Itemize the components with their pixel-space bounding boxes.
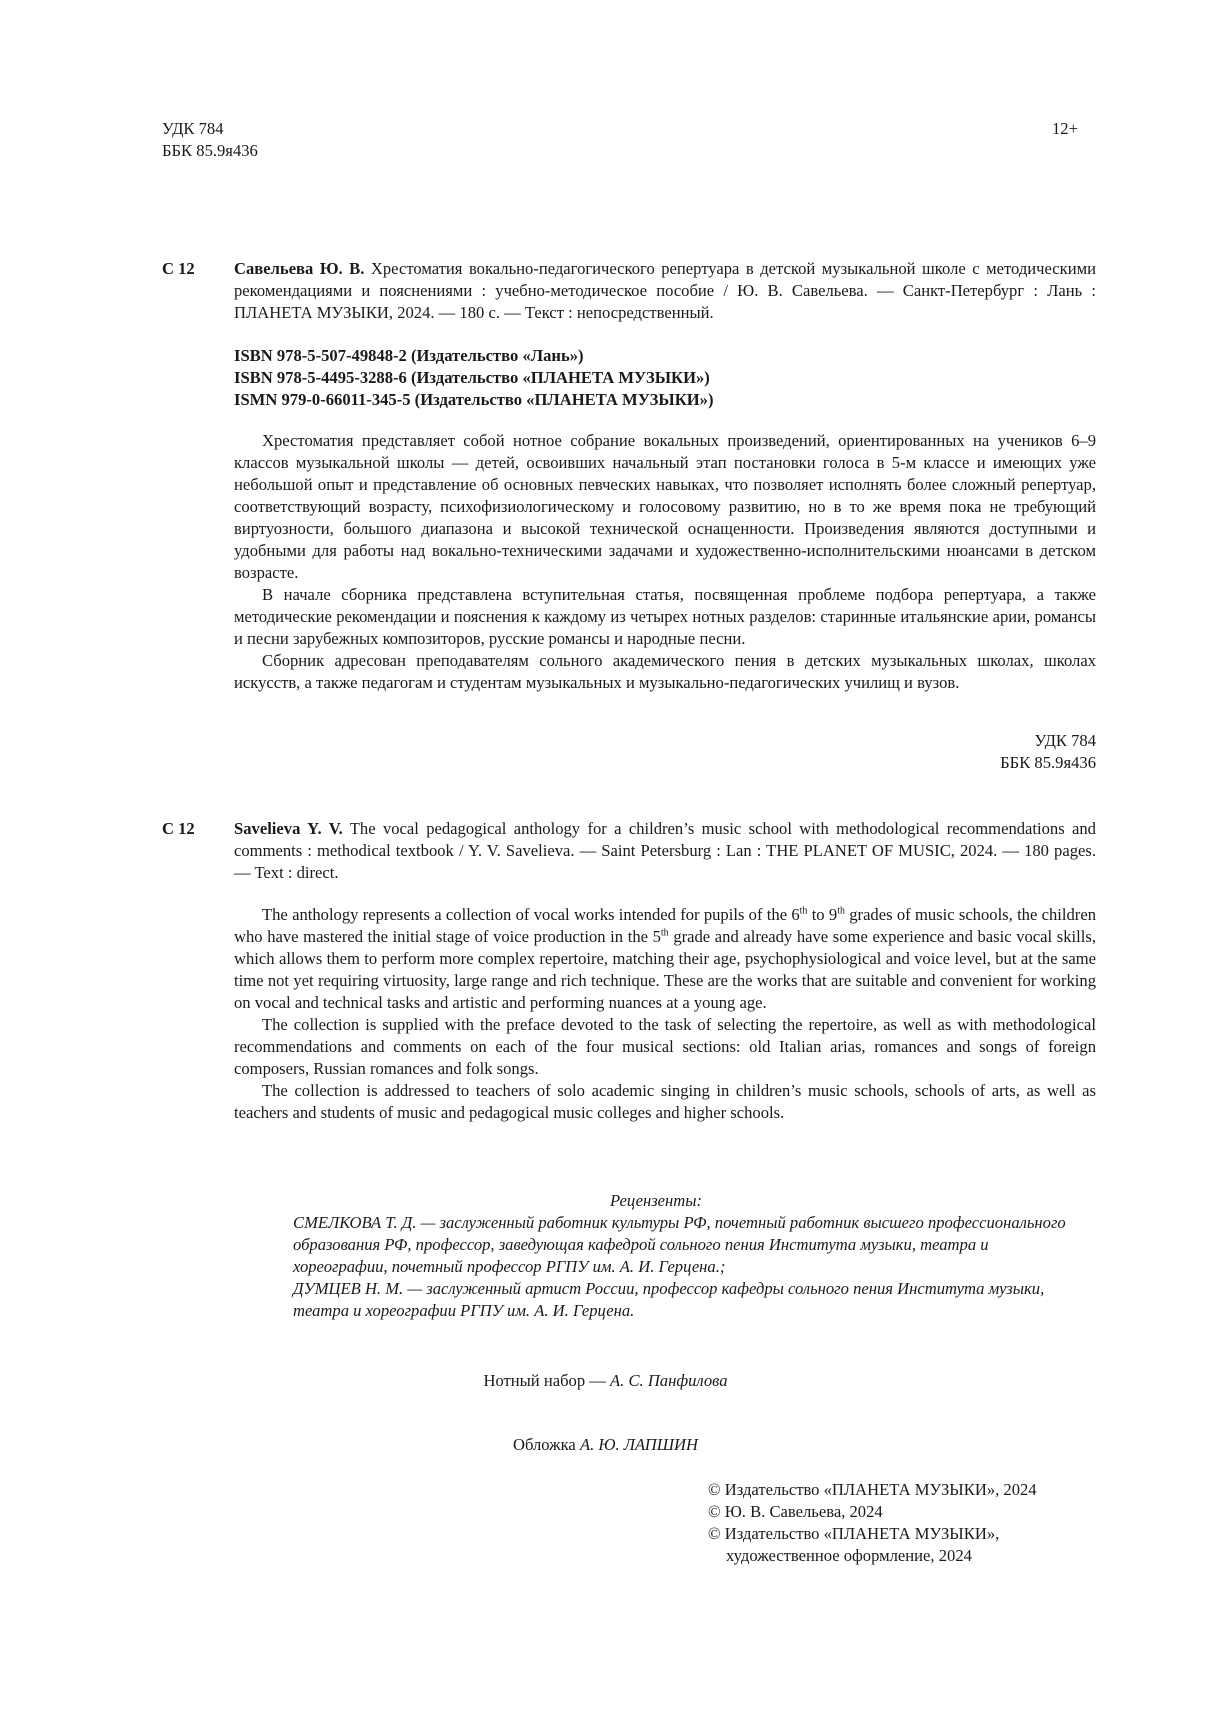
ru-abstract-paragraph: В начале сборника представлена вступительная статья, посвященная проблеме подбора репертуара, а также методические рекомендации и пояснения к каждому из четырех нотных разделов: старинные итальянские арии, романсы и песни зарубежных композиторов, русские романсы и народные песни. bbox=[234, 585, 1096, 648]
copyright-line: © Ю. В. Савельева, 2024 bbox=[708, 1502, 883, 1521]
en-author: Savelieva Y. V. bbox=[234, 819, 343, 838]
reviewers-heading: Рецензенты: bbox=[610, 1191, 703, 1210]
reviewers-list bbox=[293, 1212, 1083, 1322]
reviewer-entry: СМЕЛКОВА Т. Д. — заслуженный работник культуры РФ, почетный работник высшего профессионального образования РФ, профессор, заведующая кафедрой сольного пения Института музыки, театра и хореографии, почетный профессор РГПУ им. А. И. Герцена.; bbox=[293, 1213, 1066, 1276]
ordinal-suffix: th bbox=[660, 927, 669, 939]
copyright-line: © Издательство «ПЛАНЕТА МУЗЫКИ», bbox=[708, 1524, 1000, 1543]
en-abstract-text: grades of music schools, the children who have mastered the initial stage of voice production in the 5 bbox=[234, 905, 1096, 946]
isbn-block bbox=[234, 345, 713, 411]
udk-code-right: УДК 784 bbox=[1034, 731, 1096, 750]
en-abstract bbox=[234, 904, 1096, 1124]
isbn-lan: ISBN 978-5-507-49848-2 (Издательство «Лань») bbox=[234, 346, 584, 365]
age-rating: 12+ bbox=[1052, 119, 1078, 138]
cover-credit bbox=[0, 1434, 1211, 1456]
reviewer-entry: ДУМЦЕВ Н. М. — заслуженный артист России, профессор кафедры сольного пения Института музыки, театра и хореографии РГПУ им. А. И. Герцена. bbox=[293, 1279, 1045, 1320]
en-abstract-text: grade and already have some experience and basic vocal skills, which allows them to perform more complex repertoire, matching their age, psychophysiological and voice level, but at the same time not yet requiring virtuosity, large range and rich technique. These are the works that are suitable and convenient for working on vocal and technical tasks and artistic and performing nuances at a young age. bbox=[234, 927, 1096, 1012]
en-abstract-paragraph: The collection is supplied with the preface devoted to the task of selecting the repertoire, as well as with methodological recommendations and comments on each of the four musical sections: old Italian arias, romances and songs of foreign composers, Russian romances and folk songs. bbox=[234, 1015, 1096, 1078]
udk-code: УДК 784 bbox=[162, 119, 224, 138]
ordinal-suffix: th bbox=[837, 905, 845, 917]
bbk-code-right: ББК 85.9я436 bbox=[1000, 753, 1096, 772]
credit-label: Нотный набор — bbox=[483, 1371, 611, 1390]
ru-description: Хрестоматия вокально-педагогического репертуара в детской музыкальной школе с методическими рекомендациями и пояснениями : учебно-методическое пособие / Ю. В. Савельева. — Санкт-Петербург : Лань : ПЛАНЕТА МУЗЫКИ, 2024. — 180 с. — Текст : непосредственный. bbox=[234, 259, 1096, 322]
bbk-code: ББК 85.9я436 bbox=[162, 141, 258, 160]
copyright-block bbox=[708, 1479, 1037, 1567]
en-description: The vocal pedagogical anthology for a children’s music school with methodological recommendations and comments : methodical textbook / Y. V. Savelieva. — Saint Petersburg : Lan : THE PLANET OF MUSIC, 2024. — 180 pages. — Text : direct. bbox=[234, 819, 1096, 882]
en-bibliographic-record bbox=[234, 818, 1096, 884]
ru-bibliographic-record bbox=[234, 258, 1096, 324]
header-classification bbox=[162, 118, 258, 162]
credit-label: Обложка bbox=[512, 1435, 580, 1454]
music-typesetting-credit bbox=[0, 1370, 1211, 1392]
copyright-line: художественное оформление, 2024 bbox=[726, 1546, 972, 1565]
ru-classification-right bbox=[800, 730, 1096, 774]
en-abstract-paragraph bbox=[234, 904, 1096, 1014]
credit-name: А. Ю. ЛАПШИН bbox=[579, 1435, 699, 1454]
ru-abstract bbox=[234, 430, 1096, 694]
credit-name: А. С. Панфилова bbox=[610, 1371, 728, 1390]
en-entry-code: С 12 bbox=[162, 819, 195, 838]
ru-author: Савельева Ю. В. bbox=[234, 259, 365, 278]
en-abstract-text: to 9 bbox=[807, 905, 838, 924]
copyright-line: © Издательство «ПЛАНЕТА МУЗЫКИ», 2024 bbox=[708, 1480, 1037, 1499]
ru-abstract-paragraph: Хрестоматия представляет собой нотное собрание вокальных произведений, ориентированных на учеников 6–9 классов музыкальной школы — детей, освоивших начальный этап постановки голоса в 5-м классе и имеющих уже небольшой опыт и представление об основных певческих навыках, что позволяет исполнять более сложный репертуар, соответствующий возрасту, психофизиологическому и голосовому развитию, но в то же время пока не требующий виртуозности, большого диапазона и высокой технической оснащенности. Произведения являются доступными и удобными для работы над вокально-техническими задачами и художественно-исполнительскими нюансами в детском возрасте. bbox=[234, 431, 1096, 582]
isbn-planeta: ISBN 978-5-4495-3288-6 (Издательство «ПЛАНЕТА МУЗЫКИ») bbox=[234, 368, 710, 387]
ru-abstract-paragraph: Сборник адресован преподавателям сольного академического пения в детских музыкальных школах, школах искусств, а также педагогам и студентам музыкальных и музыкально-педагогических училищ и вузов. bbox=[234, 651, 1096, 692]
en-abstract-paragraph: The collection is addressed to teachers of solo academic singing in children’s music schools, schools of arts, as well as teachers and students of music and pedagogical music colleges and higher schools. bbox=[234, 1081, 1096, 1122]
ordinal-suffix: th bbox=[799, 905, 808, 917]
ismn-planeta: ISMN 979-0-66011-345-5 (Издательство «ПЛАНЕТА МУЗЫКИ») bbox=[234, 390, 714, 409]
en-abstract-text: The anthology represents a collection of vocal works intended for pupils of the 6 bbox=[262, 905, 800, 924]
ru-entry-code: С 12 bbox=[162, 259, 195, 278]
